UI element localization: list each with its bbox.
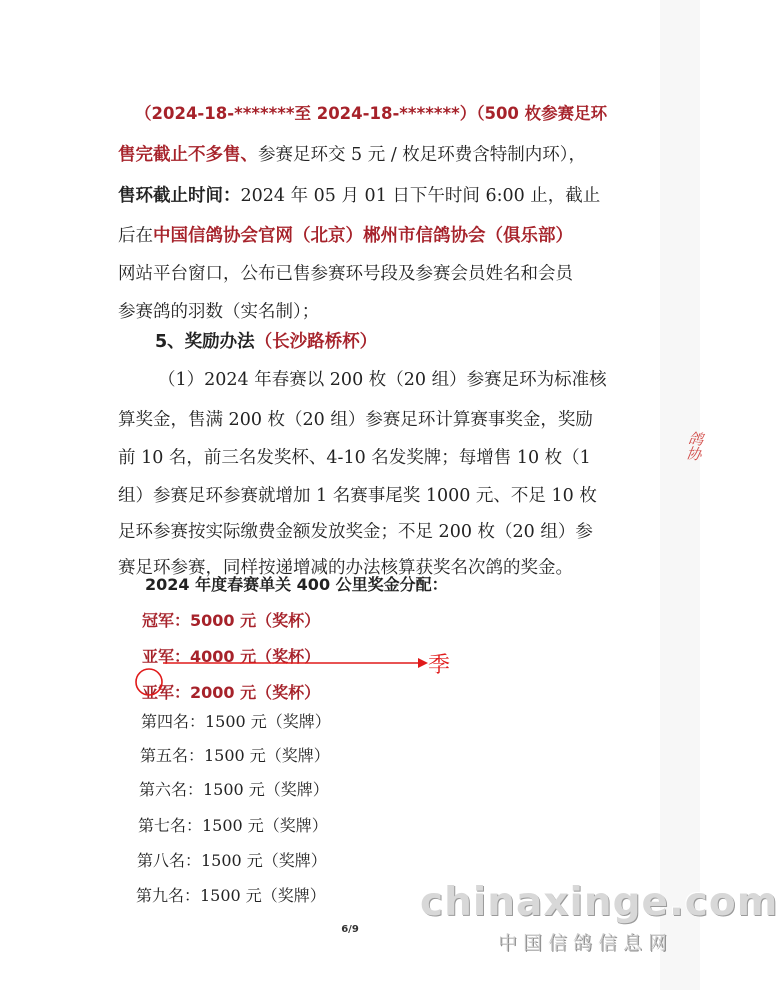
ring-fee-text: 参赛足环交 5 元 / 枚足环费含特制内环），: [258, 145, 587, 165]
association-names: 中国信鸽协会官网（北京）郴州市信鸽协会（俱乐部）: [153, 226, 573, 246]
rules-paragraph-line: 算奖金，售满 200 枚（20 组）参赛足环计算赛事奖金，奖励: [118, 410, 593, 430]
edge-stamp-mark: 鸽协: [683, 429, 706, 462]
arrow-head-icon: [418, 658, 428, 668]
watermark-domain: chinaxinge.com: [420, 880, 778, 925]
prize-eighth: 第八名：1500 元（奖牌）: [137, 851, 327, 870]
prize-second: 亚军：4000 元（奖杯）: [142, 647, 321, 666]
rules-paragraph-line: 足环参赛按实际缴费金额发放奖金；不足 200 枚（20 组）参: [118, 522, 593, 542]
rules-paragraph-line: （1）2024 年春赛以 200 枚（20 组）参赛足环为标准核: [158, 370, 607, 390]
watermark-site-name: 中国信鸽信息网: [498, 932, 674, 954]
after-text: 后在: [118, 226, 153, 246]
prize-distribution-title: 2024 年度春赛单关 400 公里奖金分配：: [145, 575, 448, 594]
ring-range-line: （2024-18-*******至 2024-18-*******）（500 枚参赛足环: [135, 104, 608, 123]
section-cup-name: （长沙路桥杯）: [254, 332, 378, 352]
ring-fee-line: [118, 143, 586, 167]
prize-third: 亚军：2000 元（奖杯）: [142, 683, 321, 702]
section-title: 5、奖励办法: [155, 332, 255, 352]
cutoff-time-label: 售环截止时间：: [118, 186, 241, 206]
rules-paragraph-line: 组）参赛足环参赛就增加 1 名赛事尾奖 1000 元、不足 10 枚: [118, 486, 597, 506]
prize-seventh: 第七名：1500 元（奖牌）: [138, 816, 328, 835]
paragraph-line: 网站平台窗口，公布已售参赛环号段及参赛会员姓名和会员: [118, 264, 573, 284]
prize-fifth: 第五名：1500 元（奖牌）: [140, 746, 330, 765]
section-heading: [155, 330, 377, 354]
cutoff-time-text: 2024 年 05 月 01 日下午时间 6:00 止，截止: [240, 186, 601, 206]
rules-paragraph-line: 前 10 名，前三名发奖杯、4-10 名发奖牌；每增售 10 枚（1: [118, 448, 591, 468]
annotation-text: 季: [428, 653, 451, 678]
prize-sixth: 第六名：1500 元（奖牌）: [139, 780, 329, 799]
paragraph-line: 参赛鸽的羽数（实名制）；: [118, 302, 320, 322]
sale-cutoff-note: 售完截止不多售、: [118, 145, 258, 165]
rules-paragraph-line: 赛足环参赛，同样按递增减的办法核算获奖名次鸽的奖金。: [118, 558, 573, 578]
website-line: [118, 224, 573, 248]
prize-ninth: 第九名：1500 元（奖牌）: [136, 886, 326, 905]
cutoff-time-line: [118, 184, 600, 208]
prize-first: 冠军：5000 元（奖杯）: [142, 611, 321, 630]
page-number: 6/9: [341, 924, 359, 935]
prize-fourth: 第四名：1500 元（奖牌）: [141, 712, 331, 731]
